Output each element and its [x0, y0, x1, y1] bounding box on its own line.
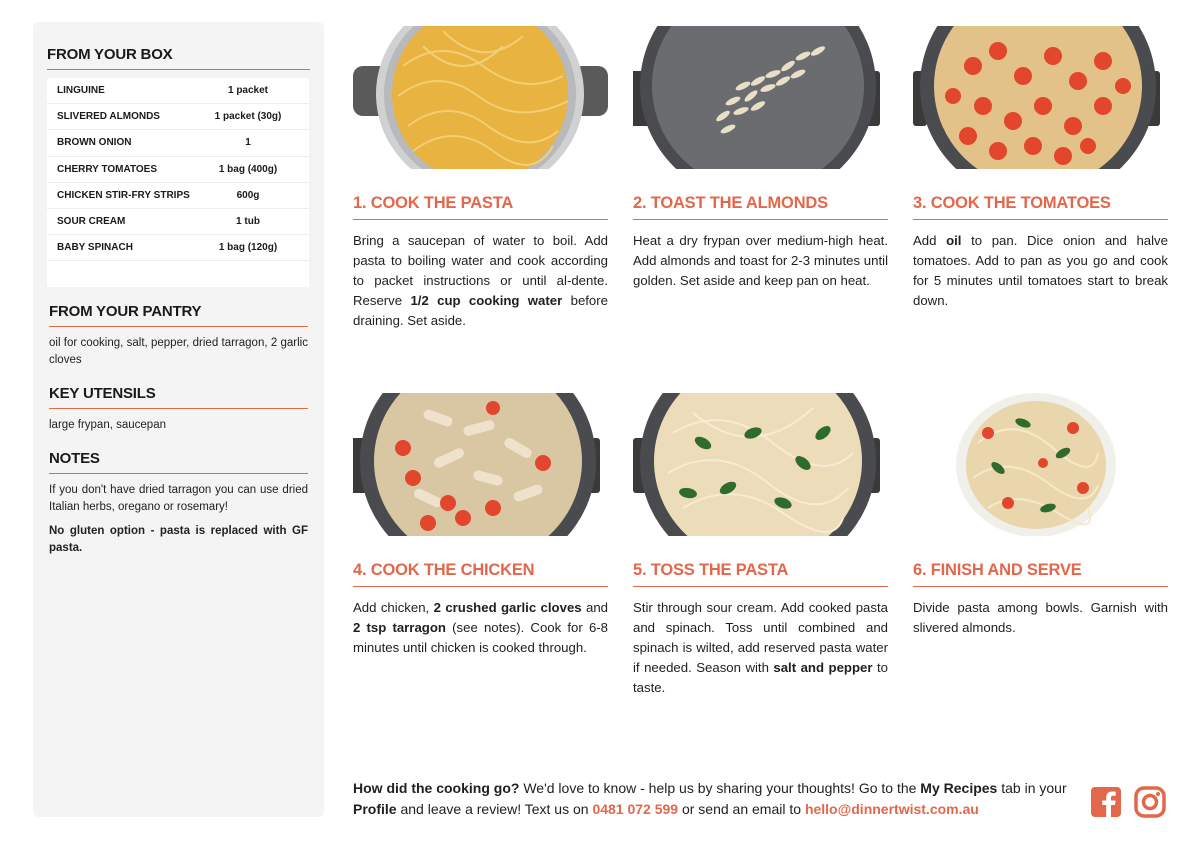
- feedback-footer: [353, 778, 1073, 820]
- ingredient-name: SOUR CREAM: [57, 216, 126, 228]
- step-text: and: [581, 600, 609, 615]
- table-row: [47, 209, 309, 235]
- table-row: [47, 157, 309, 183]
- ingredient-qty: 1 packet: [227, 85, 269, 97]
- ingredient-name: LINGUINE: [57, 85, 105, 97]
- profile-link[interactable]: Profile: [353, 801, 397, 817]
- step-highlight: 2 crushed garlic cloves: [433, 600, 582, 615]
- step-highlight: 2 tsp tarragon: [353, 620, 446, 635]
- ingredient-name: CHICKEN STIR-FRY STRIPS: [57, 189, 190, 201]
- utensils-heading: KEY UTENSILS: [49, 385, 308, 409]
- pantry-section: [47, 303, 310, 369]
- step-text: (see notes). Cook for 6-8 minutes until chicken is cooked through.: [353, 620, 609, 655]
- step-body: [633, 231, 888, 291]
- step-2: [633, 26, 888, 291]
- notes-heading: NOTES: [49, 450, 308, 474]
- step-title: 6. FINISH AND SERVE: [913, 561, 1168, 587]
- facebook-icon[interactable]: [1090, 786, 1122, 818]
- step-text: Add: [913, 233, 947, 248]
- footer-text: tab in your: [997, 780, 1067, 796]
- step-body: [633, 598, 888, 698]
- footer-text: and leave a review! Text us on: [396, 801, 593, 817]
- ingredient-qty: 1: [245, 137, 251, 149]
- footer-text: We'd love to know - help us by sharing your thoughts! Go to the: [519, 780, 921, 796]
- ingredient-qty: 1 bag (400g): [218, 163, 278, 175]
- ingredient-name: BROWN ONION: [57, 137, 132, 149]
- step-title: 4. COOK THE CHICKEN: [353, 561, 608, 587]
- pantry-heading: FROM YOUR PANTRY: [49, 303, 308, 327]
- my-recipes-link[interactable]: My Recipes: [920, 780, 998, 796]
- step-highlight: salt and pepper: [773, 660, 873, 675]
- table-row-empty: [47, 261, 309, 287]
- toss-pasta-photo: [633, 393, 888, 536]
- step-body: [913, 598, 1168, 638]
- step-5: [633, 393, 888, 698]
- step-title: 1. COOK THE PASTA: [353, 194, 608, 220]
- step-text: before draining. Set aside.: [353, 293, 608, 328]
- step-title: 5. TOSS THE PASTA: [633, 561, 888, 587]
- step-body: [913, 231, 1168, 311]
- step-3: [913, 26, 1168, 311]
- utensils-text: large frypan, saucepan: [49, 419, 166, 432]
- feedback-lead: How did the cooking go?: [353, 780, 520, 796]
- tomatoes-pan-photo: [913, 26, 1168, 169]
- ingredients-sidebar: [33, 22, 324, 817]
- table-row: [47, 104, 309, 130]
- pasta-pot-photo: [353, 26, 608, 169]
- step-title: 2. TOAST THE ALMONDS: [633, 194, 888, 220]
- step-text: Divide pasta among bowls. Garnish with slivered almonds.: [913, 600, 1168, 635]
- step-6: [913, 393, 1168, 638]
- step-highlight: 1/2 cup cooking water: [410, 293, 563, 308]
- footer-text: or send an email to: [678, 801, 805, 817]
- ingredient-name: CHERRY TOMATOES: [57, 163, 158, 175]
- almonds-pan-photo: [633, 26, 888, 169]
- phone-link[interactable]: 0481 072 599: [592, 801, 679, 817]
- box-heading: FROM YOUR BOX: [47, 46, 310, 70]
- instagram-icon[interactable]: [1134, 786, 1166, 818]
- step-title: 3. COOK THE TOMATOES: [913, 194, 1168, 220]
- notes-text: If you don't have dried tarragon you can use dried Italian herbs, oregano or rosemary!: [49, 484, 308, 514]
- chicken-pan-photo: [353, 393, 608, 536]
- step-text: Add chicken,: [353, 600, 434, 615]
- step-highlight: oil: [946, 233, 962, 248]
- ingredient-qty: 1 bag (120g): [218, 242, 278, 254]
- step-text: Bring a saucepan of water to boil. Add pasta to boiling water and cook according to packet instructions or until al-dente. Reserve: [353, 233, 608, 308]
- step-body: [353, 231, 608, 331]
- table-row: [47, 235, 309, 261]
- step-text: Stir through sour cream. Add cooked pasta and spinach. Toss until combined and spinach is wilted, add reserved pasta water if needed. Season with: [633, 600, 888, 675]
- pantry-text: oil for cooking, salt, pepper, dried tarragon, 2 garlic cloves: [49, 337, 308, 367]
- step-text: to taste.: [633, 660, 888, 695]
- ingredient-qty: 1 packet (30g): [214, 111, 282, 123]
- notes-section: [47, 450, 310, 557]
- step-text: to pan. Dice onion and halve tomatoes. Add to pan as you go and cook for 5 minutes until tomatoes start to break down.: [913, 233, 1168, 308]
- ingredient-qty: 1 tub: [236, 216, 260, 228]
- step-1: [353, 26, 608, 331]
- notes-gf-text: No gluten option - pasta is replaced with GF pasta.: [49, 525, 308, 555]
- box-ingredients-table: [47, 78, 309, 287]
- utensils-section: [47, 385, 310, 434]
- email-link[interactable]: hello@dinnertwist.com.au: [804, 801, 979, 817]
- table-row: [47, 78, 309, 104]
- ingredient-qty: 600g: [236, 189, 260, 201]
- plated-pasta-photo: [913, 393, 1168, 536]
- step-body: [353, 598, 608, 658]
- ingredient-name: BABY SPINACH: [57, 242, 133, 254]
- table-row: [47, 130, 309, 156]
- step-text: Heat a dry frypan over medium-high heat. Add almonds and toast for 2-3 minutes until golden. Set aside and keep pan on heat.: [633, 233, 888, 288]
- ingredient-name: SLIVERED ALMONDS: [57, 111, 160, 123]
- table-row: [47, 183, 309, 209]
- step-4: [353, 393, 608, 658]
